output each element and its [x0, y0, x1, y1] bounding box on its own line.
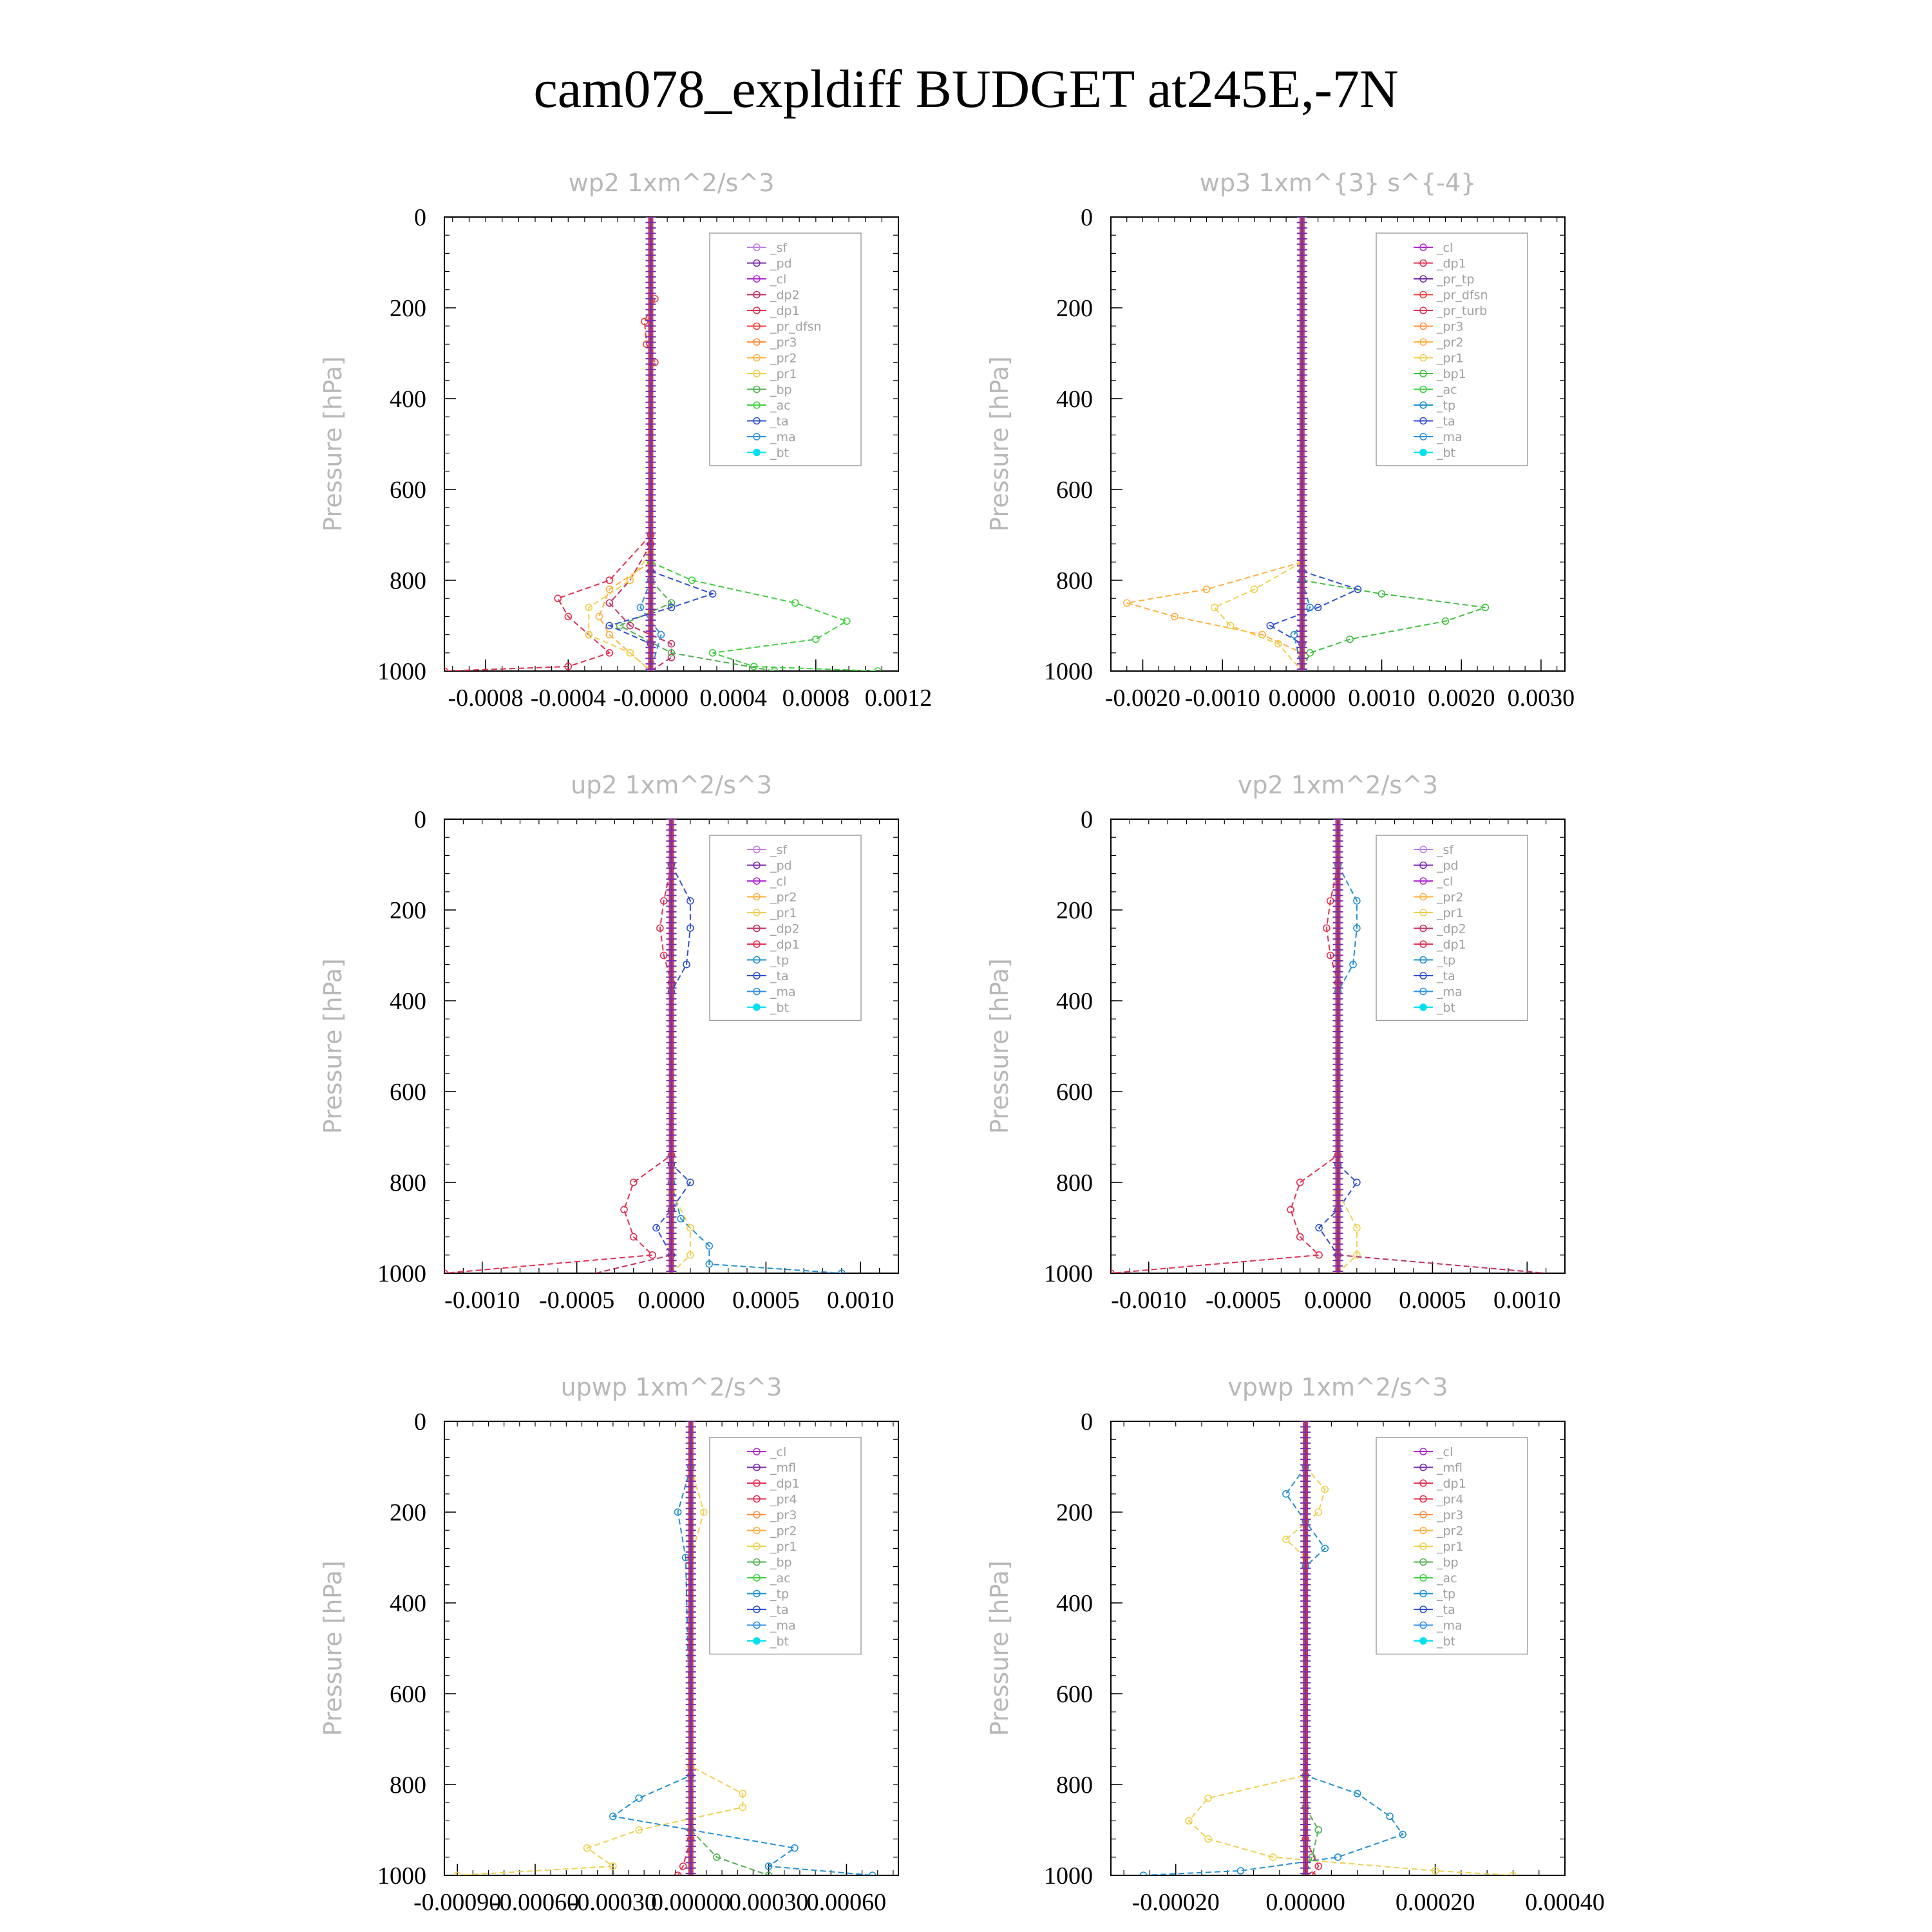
legend-entry: _bt: [1437, 446, 1456, 460]
series-line-bp1: [1302, 580, 1486, 671]
legend-entry: _bt: [1437, 1634, 1456, 1649]
x-tick-label: 0.0010: [1348, 685, 1416, 712]
legend-entry: _tp: [1437, 953, 1456, 968]
y-tick-label: 800: [390, 567, 426, 594]
y-tick-label: 400: [390, 386, 426, 413]
legend: [710, 835, 861, 1021]
legend: [710, 233, 861, 466]
legend: [1376, 835, 1528, 1021]
legend-entry: _cl: [770, 272, 787, 287]
legend-entry: _bp: [770, 383, 792, 397]
panel-title: upwp 1xm^2/s^3: [560, 1373, 782, 1401]
x-tick-label: -0.0010: [1111, 1287, 1187, 1314]
legend-entry: _bt: [770, 1634, 790, 1649]
legend-entry: _pr_tp: [1437, 272, 1475, 287]
data-point-bp1: [1307, 650, 1313, 656]
y-tick-label: 600: [390, 1681, 426, 1708]
legend-entry: _pr3: [770, 1508, 797, 1522]
legend-entry: _pr1: [770, 367, 797, 381]
data-point-tp: [1283, 1491, 1289, 1497]
y-tick-label: 600: [1056, 477, 1093, 504]
legend-entry: _ac: [770, 1571, 791, 1586]
panel-title: wp3 1xm^{3} s^{-4}: [1199, 169, 1477, 197]
legend-entry: _pr1: [1437, 351, 1464, 366]
legend-entry: _bp1: [1437, 367, 1466, 381]
legend-entry: _pr3: [1437, 1508, 1464, 1522]
y-tick-label: 600: [1056, 1681, 1093, 1708]
legend-entry: _ta: [770, 1603, 789, 1617]
zero-line-marker: [1300, 1870, 1311, 1877]
data-point-dp1: [630, 1179, 637, 1186]
data-point-tp: [1291, 632, 1297, 638]
chart-panel-3: [319, 771, 898, 1314]
zero-line-marker: [1333, 1267, 1343, 1275]
legend-marker: [753, 1004, 760, 1010]
legend-entry: _pr_dfsn: [1437, 288, 1488, 303]
x-tick-label: -0.0005: [1206, 1287, 1282, 1314]
legend-entry: _dp2: [1437, 922, 1466, 936]
series-line-dp1: [444, 535, 651, 672]
x-tick-label: 0.0005: [732, 1287, 800, 1314]
series-line-pr1: [589, 553, 650, 671]
legend-entry: _pr1: [1437, 906, 1464, 920]
chart-panel-2: [985, 169, 1575, 712]
legend-entry: _dp1: [1437, 1477, 1466, 1491]
x-tick-label: -0.0008: [448, 685, 524, 712]
legend-marker: [753, 1638, 760, 1644]
x-tick-label: -0.00020: [1132, 1889, 1220, 1916]
x-tick-label: 0.00020: [1395, 1889, 1475, 1916]
data-point-dp1: [621, 1206, 627, 1213]
legend-entry: _ma: [770, 1618, 796, 1633]
y-tick-label: 0: [414, 806, 426, 833]
zero-line-marker: [667, 1267, 677, 1275]
legend-entry: _dp1: [770, 304, 800, 318]
y-tick-label: 600: [1056, 1079, 1093, 1106]
y-tick-label: 0: [414, 1408, 426, 1435]
series-line-pr2: [1127, 562, 1302, 671]
x-tick-label: 0.0000: [638, 1287, 705, 1314]
data-point-pr1: [1315, 1509, 1321, 1515]
legend-entry: _bt: [1437, 1001, 1456, 1015]
y-tick-label: 600: [390, 1079, 426, 1106]
panel-title: up2 1xm^2/s^3: [571, 771, 772, 799]
legend-entry: _mfl: [1437, 1461, 1463, 1475]
y-axis-label: Pressure [hPa]: [985, 1560, 1014, 1736]
chart-panel-6: [985, 1373, 1605, 1916]
zero-line-marker: [1297, 665, 1307, 673]
y-tick-label: 400: [1056, 988, 1093, 1015]
data-point-pr1: [1211, 604, 1218, 611]
x-tick-label: 0.0030: [1507, 685, 1575, 712]
y-tick-label: 0: [414, 204, 426, 231]
legend-entry: _tp: [1437, 399, 1456, 413]
legend-entry: _pr2: [1437, 336, 1464, 350]
y-tick-label: 800: [1056, 1772, 1093, 1799]
x-tick-label: -0.0000: [612, 685, 689, 712]
legend-entry: _sf: [1437, 843, 1454, 857]
x-tick-label: -0.0005: [539, 1287, 615, 1314]
x-tick-label: -0.00090: [413, 1889, 502, 1916]
x-tick-label: 0.00040: [1525, 1889, 1605, 1916]
legend-entry: _ma: [1437, 985, 1463, 999]
y-axis-label: Pressure [hPa]: [319, 958, 347, 1134]
legend-entry: _sf: [770, 241, 788, 255]
y-axis-label: Pressure [hPa]: [985, 958, 1014, 1134]
x-tick-label: -0.0020: [1104, 685, 1181, 712]
x-tick-label: -0.0010: [444, 1287, 520, 1314]
x-tick-label: 0.00000: [1265, 1889, 1345, 1916]
legend-entry: _bt: [770, 446, 790, 460]
legend-entry: _pd: [770, 256, 792, 271]
y-tick-label: 1000: [377, 658, 426, 685]
x-tick-label: 0.0010: [1493, 1287, 1561, 1314]
panel-title: vpwp 1xm^2/s^3: [1227, 1373, 1448, 1401]
x-tick-label: -0.0004: [530, 685, 606, 712]
legend-entry: _ta: [770, 414, 789, 429]
legend-entry: _dp1: [1437, 256, 1466, 271]
legend-entry: _tp: [1437, 1587, 1456, 1602]
y-tick-label: 800: [1056, 1170, 1093, 1197]
legend-marker: [1420, 450, 1426, 456]
y-tick-label: 0: [1081, 204, 1093, 231]
legend-marker: [1420, 1004, 1426, 1010]
series-line-pr1: [457, 1467, 743, 1876]
x-tick-label: 0.0000: [1304, 1287, 1372, 1314]
legend-entry: _pr1: [1437, 1540, 1464, 1554]
legend-entry: _pr2: [770, 351, 797, 366]
legend-entry: _dp1: [770, 1477, 800, 1491]
data-point-ta: [1354, 1179, 1360, 1186]
y-tick-label: 200: [1056, 897, 1093, 924]
legend-entry: _ma: [1437, 1618, 1463, 1633]
x-tick-label: 0.00060: [806, 1889, 887, 1916]
legend-entry: _ta: [1437, 1603, 1455, 1617]
legend-marker: [1420, 1638, 1426, 1644]
legend-entry: _pr4: [770, 1492, 797, 1507]
legend-entry: _ta: [1437, 969, 1455, 983]
x-tick-label: 0.00030: [728, 1889, 809, 1916]
legend-entry: _tp: [770, 1587, 790, 1602]
legend-entry: _pr2: [1437, 1524, 1464, 1539]
legend-entry: _bp: [1437, 1555, 1459, 1570]
legend-entry: _pr2: [770, 890, 797, 905]
legend-entry: _dp2: [770, 288, 800, 303]
data-point-tp: [1387, 1813, 1393, 1819]
legend-entry: _cl: [770, 1445, 787, 1459]
legend-entry: _dp1: [770, 938, 800, 952]
y-tick-label: 1000: [1044, 1260, 1093, 1287]
y-tick-label: 800: [390, 1170, 426, 1197]
legend-entry: _pr1: [770, 906, 797, 920]
y-tick-label: 600: [390, 477, 426, 504]
chart-panel-5: [319, 1373, 898, 1916]
data-point-dp1: [606, 577, 612, 583]
y-tick-label: 1000: [1044, 658, 1093, 685]
y-tick-label: 1000: [377, 1862, 426, 1889]
zero-line-marker: [686, 1870, 696, 1877]
legend-entry: _pr_dfsn: [770, 319, 822, 334]
legend-entry: _bt: [770, 1001, 790, 1015]
y-tick-label: 400: [1056, 1590, 1093, 1617]
legend-entry: _cl: [1437, 1445, 1454, 1459]
series-line-tp: [1143, 1467, 1403, 1876]
x-tick-label: 0.0010: [827, 1287, 895, 1314]
x-tick-label: 0.00000: [650, 1889, 731, 1916]
legend-entry: _dp1: [1437, 938, 1466, 952]
legend-entry: _ta: [770, 969, 789, 983]
series-line-pr1: [1215, 562, 1302, 671]
legend-entry: _pr1: [770, 1540, 797, 1554]
y-tick-label: 1000: [377, 1260, 426, 1287]
x-tick-label: -0.0010: [1184, 685, 1260, 712]
legend-entry: _tp: [770, 953, 790, 968]
y-axis-label: Pressure [hPa]: [319, 1560, 347, 1736]
y-tick-label: 1000: [1044, 1862, 1093, 1889]
data-point-dp1: [1287, 1206, 1294, 1213]
y-tick-label: 200: [390, 1499, 426, 1526]
legend-entry: _bp: [770, 1555, 792, 1570]
legend-entry: _dp2: [770, 922, 800, 936]
legend-entry: _mfl: [770, 1461, 796, 1475]
legend-entry: _cl: [1437, 875, 1454, 889]
y-axis-label: Pressure [hPa]: [319, 356, 347, 532]
series-line-ta: [1270, 571, 1358, 671]
zero-line-marker: [645, 665, 656, 673]
data-point-ac: [844, 618, 850, 624]
chart-panel-4: [985, 771, 1565, 1314]
y-tick-label: 400: [390, 988, 426, 1015]
legend-entry: _ac: [1437, 1571, 1457, 1586]
legend: [1376, 233, 1528, 466]
series-line-dp1: [444, 865, 672, 1274]
x-tick-label: 0.0020: [1427, 685, 1495, 712]
y-tick-label: 200: [1056, 1499, 1093, 1526]
legend-entry: _ac: [1437, 383, 1457, 397]
legend-entry: _pr3: [1437, 319, 1464, 334]
legend-entry: _ma: [770, 430, 796, 444]
x-tick-label: 0.0004: [699, 685, 767, 712]
x-tick-label: -0.00030: [569, 1889, 657, 1916]
legend: [1376, 1437, 1528, 1654]
x-tick-label: -0.00060: [491, 1889, 580, 1916]
legend-entry: _pr2: [1437, 890, 1464, 905]
legend-entry: _ac: [770, 399, 791, 413]
y-tick-label: 200: [1056, 295, 1093, 322]
legend-entry: _pd: [770, 858, 792, 873]
legend-marker: [753, 450, 760, 456]
legend-entry: _pr3: [770, 336, 797, 350]
data-point-dp1: [1297, 1179, 1303, 1186]
legend-entry: _pr2: [770, 1524, 797, 1539]
chart-panel-1: [319, 169, 932, 712]
data-point-tp: [636, 1795, 642, 1801]
y-tick-label: 200: [390, 295, 426, 322]
series-line-tp: [672, 1182, 842, 1273]
legend-entry: _pr4: [1437, 1492, 1464, 1507]
legend-entry: _cl: [770, 875, 787, 889]
data-point-dp1: [554, 595, 561, 601]
series-line-dp2: [1338, 1255, 1546, 1273]
legend-entry: _ma: [1437, 430, 1463, 444]
legend-entry: _ma: [770, 985, 796, 999]
data-point-pr2: [596, 613, 602, 620]
legend-entry: _ta: [1437, 414, 1455, 429]
x-tick-label: 0.0012: [864, 685, 933, 712]
y-tick-label: 800: [1056, 567, 1093, 594]
figure-title: cam078_expldiff BUDGET at245E,-7N: [533, 59, 1399, 119]
data-point-pr2: [1124, 600, 1130, 606]
legend: [710, 1437, 861, 1654]
x-tick-label: 0.0005: [1399, 1287, 1466, 1314]
legend-entry: _sf: [770, 843, 788, 857]
y-tick-label: 200: [390, 897, 426, 924]
series-line-dp1: [1111, 865, 1338, 1274]
legend-entry: _pd: [1437, 858, 1459, 873]
y-axis-label: Pressure [hPa]: [985, 356, 1014, 532]
series-line-bp: [620, 580, 774, 671]
x-tick-label: 0.0000: [1268, 685, 1336, 712]
y-tick-label: 0: [1081, 806, 1093, 833]
legend-entry: _cl: [1437, 241, 1454, 255]
x-tick-label: 0.0008: [782, 685, 850, 712]
y-tick-label: 800: [390, 1772, 426, 1799]
y-tick-label: 0: [1081, 1408, 1093, 1435]
panel-title: wp2 1xm^2/s^3: [568, 169, 775, 197]
y-tick-label: 400: [1056, 386, 1093, 413]
y-tick-label: 400: [390, 1590, 426, 1617]
legend-entry: _pr_turb: [1437, 304, 1488, 318]
panel-title: vp2 1xm^2/s^3: [1237, 771, 1439, 799]
